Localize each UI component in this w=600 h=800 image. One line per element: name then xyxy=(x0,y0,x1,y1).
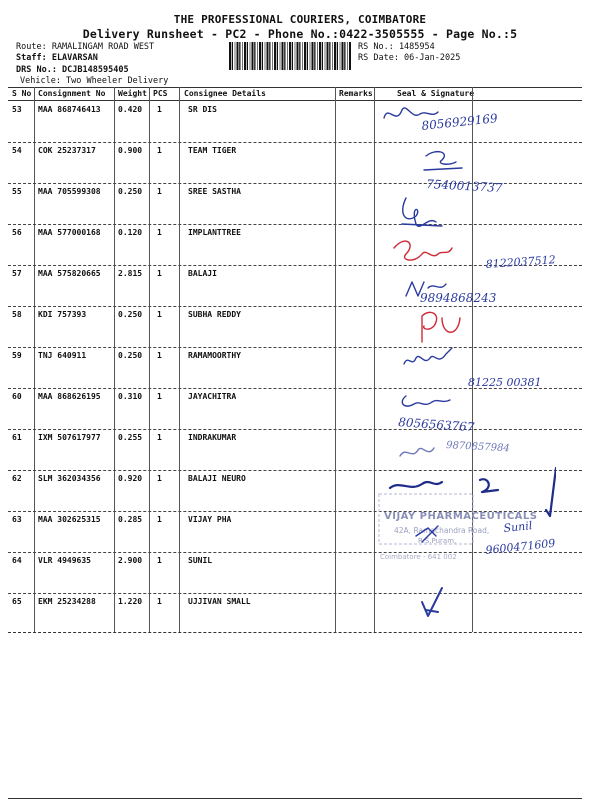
row-separator xyxy=(8,265,582,266)
stamp-text-address: 42A, Ramachandra Road, xyxy=(394,526,490,535)
barcode-bar xyxy=(257,42,258,70)
cell-consignee: RAMAMOORTHY xyxy=(188,351,241,360)
company-title: THE PROFESSIONAL COURIERS, COIMBATORE xyxy=(173,13,427,26)
row-separator xyxy=(8,470,582,471)
cell-consignment-no: KDI 757393 xyxy=(38,310,87,319)
cell-pcs: 1 xyxy=(157,146,162,155)
drs-number: DRS No.: DCJB148595405 xyxy=(16,65,129,75)
cell-pcs: 1 xyxy=(157,474,162,483)
cell-consignment-no: MAA 868626195 xyxy=(38,392,101,401)
cell-sno: 57 xyxy=(12,269,22,278)
barcode-bar xyxy=(250,42,251,70)
cell-pcs: 1 xyxy=(157,433,162,442)
table-row xyxy=(0,142,600,183)
cell-weight: 1.220 xyxy=(118,597,143,606)
table-row xyxy=(0,470,600,511)
barcode-bar xyxy=(254,42,255,70)
table-row xyxy=(0,593,600,634)
barcode-bar xyxy=(284,42,285,70)
barcode-bar xyxy=(262,42,263,70)
table-row xyxy=(0,347,600,388)
barcode-bar xyxy=(332,42,333,70)
cell-pcs: 1 xyxy=(157,556,162,565)
cell-pcs: 1 xyxy=(157,228,162,237)
cell-consignee: SUNIL xyxy=(188,556,213,565)
rs-date: RS Date: 06-Jan-2025 xyxy=(358,53,461,63)
barcode-bar xyxy=(282,42,284,70)
staff-label: Staff: ELAVARSAN xyxy=(16,53,98,63)
page-bottom-rule xyxy=(8,798,582,799)
barcode-bar xyxy=(325,42,326,70)
barcode-bar xyxy=(267,42,269,70)
cell-pcs: 1 xyxy=(157,351,162,360)
barcode-bar xyxy=(327,42,329,70)
barcode-bar xyxy=(259,42,261,70)
cell-consignment-no: VLR 4949635 xyxy=(38,556,91,565)
cell-sno: 54 xyxy=(12,146,22,155)
phone-53: 8056929169 xyxy=(420,111,499,133)
row-separator xyxy=(8,347,582,348)
barcode-bar xyxy=(232,42,233,70)
barcode-bar xyxy=(235,42,236,70)
cell-pcs: 1 xyxy=(157,269,162,278)
cell-sno: 64 xyxy=(12,556,22,565)
cell-pcs: 1 xyxy=(157,105,162,114)
barcode-bar xyxy=(277,42,278,70)
barcode-bar xyxy=(322,42,323,70)
table-row xyxy=(0,265,600,306)
row-separator xyxy=(8,183,582,184)
cell-consignment-no: MAA 577000168 xyxy=(38,228,101,237)
cell-sno: 55 xyxy=(12,187,22,196)
cell-consignee: SR DIS xyxy=(188,105,217,114)
row-separator xyxy=(8,593,582,594)
cell-sno: 58 xyxy=(12,310,22,319)
cell-sno: 62 xyxy=(12,474,22,483)
barcode-bar xyxy=(252,42,254,70)
cell-consignment-no: MAA 302625315 xyxy=(38,515,101,524)
barcode-bar xyxy=(340,42,341,70)
barcode-bar xyxy=(274,42,276,70)
col-consignee-header: Consignee Details xyxy=(184,89,266,98)
rs-number: RS No.: 1485954 xyxy=(358,42,435,52)
cell-sno: 63 xyxy=(12,515,22,524)
route-label: Route: RAMALINGAM ROAD WEST xyxy=(16,42,155,52)
cell-consignment-no: MAA 575820665 xyxy=(38,269,101,278)
barcode-bar xyxy=(269,42,270,70)
table-row xyxy=(0,183,600,224)
barcode-bar xyxy=(314,42,315,70)
barcode-bar xyxy=(295,42,296,70)
cell-consignee: TEAM TIGER xyxy=(188,146,237,155)
barcode-bar xyxy=(319,42,321,70)
barcode-bar xyxy=(310,42,311,70)
barcode-bar xyxy=(280,42,281,70)
row-separator xyxy=(8,306,582,307)
cell-weight: 0.285 xyxy=(118,515,143,524)
cell-sno: 60 xyxy=(12,392,22,401)
name-64: Sunil xyxy=(502,519,533,535)
cell-consignee: BALAJI xyxy=(188,269,217,278)
cell-sno: 61 xyxy=(12,433,22,442)
col-weight-header: Weight xyxy=(118,89,147,98)
barcode-bar xyxy=(229,42,231,70)
barcode-bar xyxy=(329,42,330,70)
cell-consignment-no: TNJ 640911 xyxy=(38,351,87,360)
barcode-bar xyxy=(297,42,299,70)
col-remarks-header: Remarks xyxy=(339,89,373,98)
col-consignment-header: Consignment No xyxy=(38,89,106,98)
barcode-bar xyxy=(292,42,293,70)
cell-consignment-no: SLM 362034356 xyxy=(38,474,101,483)
cell-consignment-no: COK 25237317 xyxy=(38,146,96,155)
phone-57b: 9894868243 xyxy=(420,291,497,305)
phone-59: 81225 00381 xyxy=(468,376,542,389)
phone-64: 9600471609 xyxy=(484,536,556,557)
cell-pcs: 1 xyxy=(157,187,162,196)
cell-pcs: 1 xyxy=(157,597,162,606)
barcode-bar xyxy=(289,42,291,70)
row-separator xyxy=(8,224,582,225)
barcode-bar xyxy=(307,42,308,70)
cell-consignee: INDRAKUMAR xyxy=(188,433,237,442)
cell-sno: 53 xyxy=(12,105,22,114)
barcode-bar xyxy=(342,42,344,70)
cell-consignment-no: IXM 507617977 xyxy=(38,433,101,442)
phone-61: 9870857984 xyxy=(445,440,510,455)
cell-consignee: IMPLANTTREE xyxy=(188,228,241,237)
barcode-bar xyxy=(244,42,246,70)
row-separator xyxy=(8,552,582,553)
cell-weight: 0.920 xyxy=(118,474,143,483)
cell-consignment-no: MAA 705599308 xyxy=(38,187,101,196)
barcode-bar xyxy=(299,42,300,70)
barcode-bar xyxy=(334,42,336,70)
barcode-bar xyxy=(302,42,303,70)
cell-weight: 0.250 xyxy=(118,187,143,196)
stamp-text-area: R.S.Puram, xyxy=(418,537,457,545)
barcode-bar xyxy=(272,42,273,70)
barcode-bar xyxy=(242,42,243,70)
stamp-text-city: Coimbatore - 641 002 xyxy=(380,553,457,561)
phone-54: 7540013737 xyxy=(425,177,503,195)
cell-weight: 0.310 xyxy=(118,392,143,401)
cell-consignee: UJJIVAN SMALL xyxy=(188,597,251,606)
cell-pcs: 1 xyxy=(157,310,162,319)
col-pcs-header: PCS xyxy=(153,89,168,98)
cell-weight: 0.420 xyxy=(118,105,143,114)
barcode xyxy=(228,42,352,70)
cell-consignee: SUBHA REDDY xyxy=(188,310,241,319)
row-separator xyxy=(8,429,582,430)
table-row xyxy=(0,552,600,593)
table-row xyxy=(0,388,600,429)
cell-weight: 0.250 xyxy=(118,351,143,360)
table-row xyxy=(0,224,600,265)
cell-weight: 0.255 xyxy=(118,433,143,442)
cell-weight: 2.815 xyxy=(118,269,143,278)
phone-57a: 8122037512 xyxy=(485,253,556,271)
barcode-bar xyxy=(337,42,338,70)
barcode-bar xyxy=(247,42,248,70)
cell-consignee: JAYACHITRA xyxy=(188,392,237,401)
cell-sno: 65 xyxy=(12,597,22,606)
cell-pcs: 1 xyxy=(157,392,162,401)
cell-sno: 59 xyxy=(12,351,22,360)
barcode-bar xyxy=(349,42,351,70)
phone-60: 8056563767 xyxy=(397,415,475,435)
cell-consignee: BALAJI NEURO xyxy=(188,474,246,483)
cell-pcs: 1 xyxy=(157,515,162,524)
barcode-bar xyxy=(312,42,314,70)
cell-weight: 0.900 xyxy=(118,146,143,155)
barcode-bar xyxy=(287,42,288,70)
runsheet-subtitle: Delivery Runsheet - PC2 - Phone No.:0422-3505555 - Page No.:5 xyxy=(82,27,518,41)
cell-consignment-no: EKM 25234288 xyxy=(38,597,96,606)
table-end-rule xyxy=(8,632,582,633)
stamp-text-name: VIJAY PHARMACEUTICALS xyxy=(384,511,538,522)
table-row xyxy=(0,101,600,142)
barcode-bar xyxy=(237,42,239,70)
cell-consignee: SREE SASTHA xyxy=(188,187,241,196)
barcode-bar xyxy=(344,42,345,70)
vehicle-label: Vehicle: Two Wheeler Delivery xyxy=(20,76,169,86)
col-seal-header: Seal & Signature xyxy=(397,89,475,98)
table-row xyxy=(0,306,600,347)
barcode-bar xyxy=(304,42,306,70)
cell-weight: 0.250 xyxy=(118,310,143,319)
cell-consignee: VIJAY PHA xyxy=(188,515,232,524)
row-separator xyxy=(8,142,582,143)
barcode-bar xyxy=(265,42,266,70)
cell-weight: 0.120 xyxy=(118,228,143,237)
row-separator xyxy=(8,388,582,389)
barcode-bar xyxy=(347,42,348,70)
barcode-bar xyxy=(239,42,240,70)
cell-weight: 2.900 xyxy=(118,556,143,565)
header-top-rule xyxy=(8,87,582,88)
cell-sno: 56 xyxy=(12,228,22,237)
col-sno-header: S No xyxy=(12,89,32,98)
barcode-bar xyxy=(317,42,318,70)
cell-consignment-no: MAA 868746413 xyxy=(38,105,101,114)
table-row xyxy=(0,429,600,470)
